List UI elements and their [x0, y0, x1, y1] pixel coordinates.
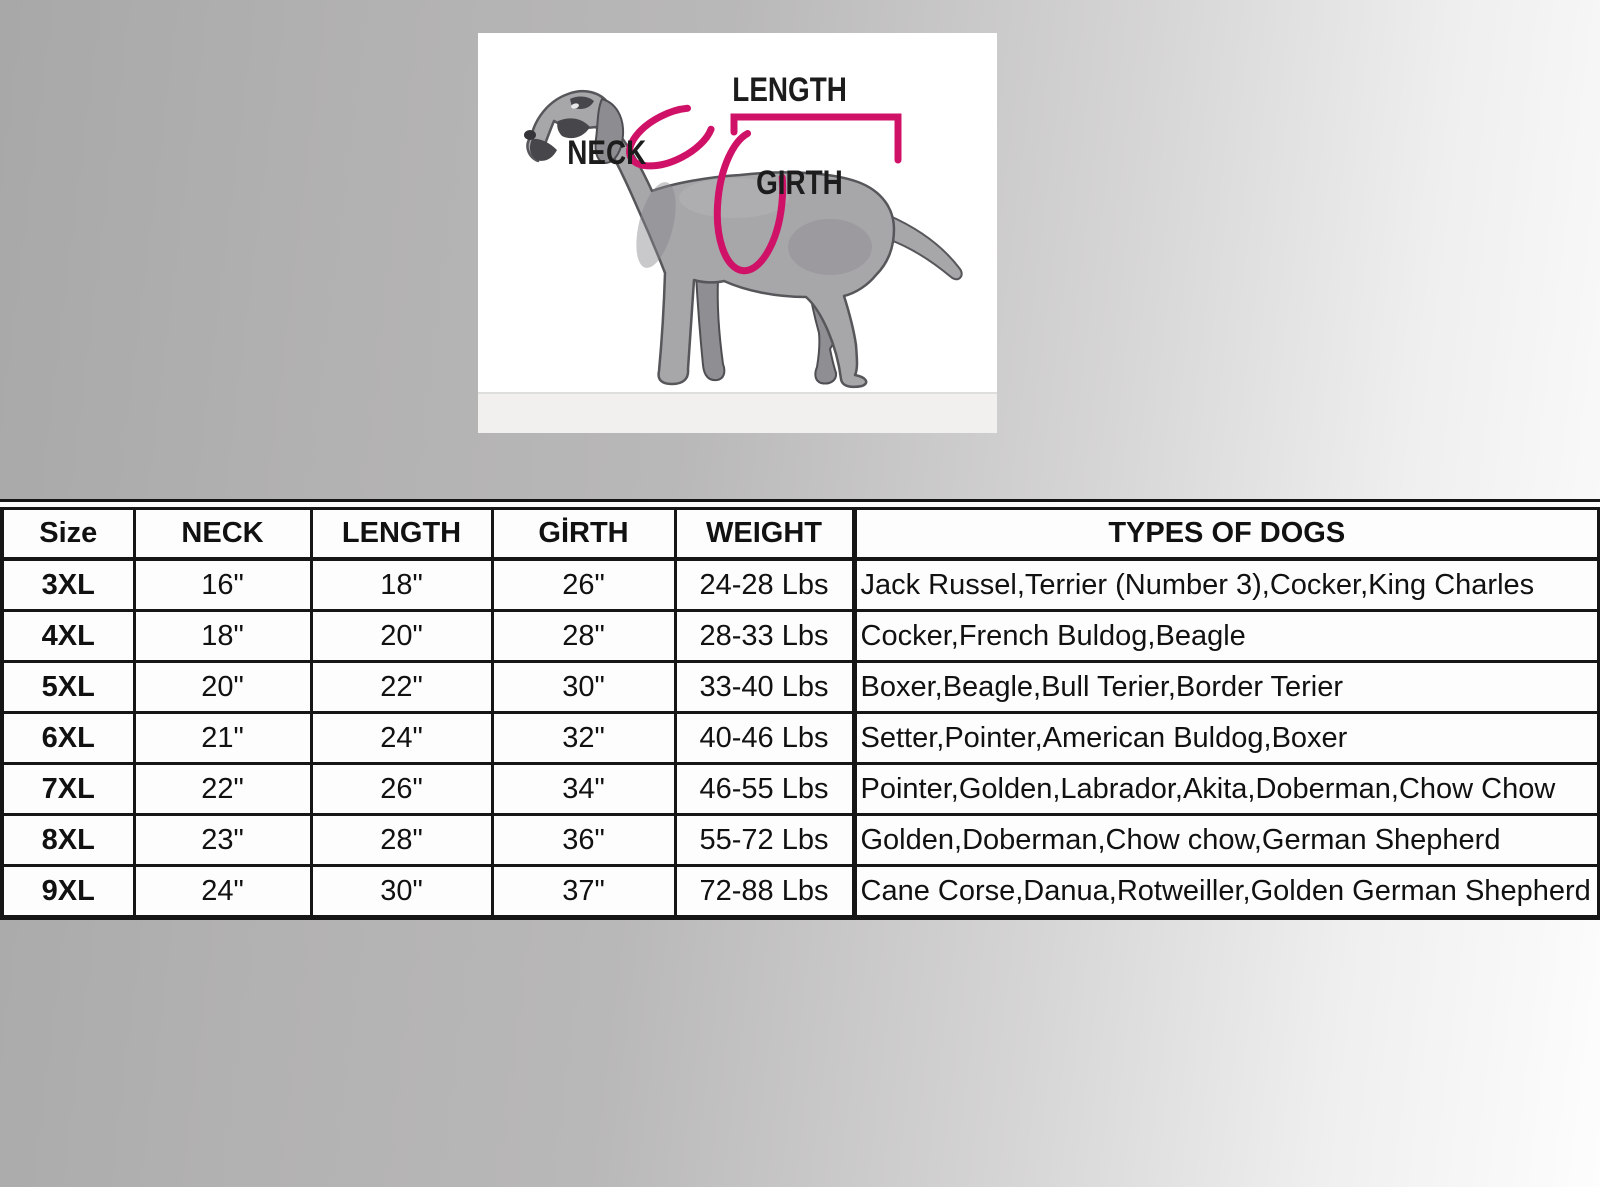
cell-neck: 18" — [134, 611, 311, 662]
cell-weight: 33-40 Lbs — [675, 662, 854, 713]
cell-weight: 28-33 Lbs — [675, 611, 854, 662]
cell-length: 30" — [311, 866, 492, 918]
floor-line — [478, 392, 997, 394]
dog-thigh-shading — [788, 219, 872, 275]
header-weight: WEIGHT — [675, 509, 854, 560]
neck-label: NECK — [567, 133, 647, 172]
cell-size: 4XL — [2, 611, 134, 662]
dog-chin-patch — [530, 139, 557, 161]
table-row — [2, 662, 1599, 713]
cell-weight: 55-72 Lbs — [675, 815, 854, 866]
cell-girth: 26" — [492, 559, 675, 611]
cell-size: 9XL — [2, 866, 134, 918]
cell-girth: 32" — [492, 713, 675, 764]
table-header-row — [2, 509, 1599, 560]
cell-types: Pointer,Golden,Labrador,Akita,Doberman,Chow Chow — [854, 764, 1599, 815]
cell-length: 20" — [311, 611, 492, 662]
cell-length: 24" — [311, 713, 492, 764]
header-neck: NECK — [134, 509, 311, 560]
size-table-section — [0, 499, 1600, 920]
dog-nose — [524, 130, 536, 140]
cell-neck: 23" — [134, 815, 311, 866]
cell-weight: 46-55 Lbs — [675, 764, 854, 815]
girth-label: GIRTH — [756, 163, 843, 202]
table-row — [2, 764, 1599, 815]
floor-area — [478, 394, 997, 433]
cell-weight: 24-28 Lbs — [675, 559, 854, 611]
cell-weight: 40-46 Lbs — [675, 713, 854, 764]
cell-types: Cane Corse,Danua,Rotweiller,Golden German Shepherd — [854, 866, 1599, 918]
cell-types: Setter,Pointer,American Buldog,Boxer — [854, 713, 1599, 764]
cell-size: 3XL — [2, 559, 134, 611]
cell-length: 28" — [311, 815, 492, 866]
cell-types: Cocker,French Buldog,Beagle — [854, 611, 1599, 662]
cell-length: 22" — [311, 662, 492, 713]
size-guide-image-panel — [478, 33, 997, 433]
table-row — [2, 611, 1599, 662]
header-girth: GİRTH — [492, 509, 675, 560]
table-row — [2, 815, 1599, 866]
cell-girth: 28" — [492, 611, 675, 662]
cell-neck: 16" — [134, 559, 311, 611]
header-length: LENGTH — [311, 509, 492, 560]
cell-length: 26" — [311, 764, 492, 815]
cell-length: 18" — [311, 559, 492, 611]
length-label: LENGTH — [732, 70, 847, 109]
size-chart-table — [0, 507, 1600, 920]
header-size: Size — [2, 509, 134, 560]
cell-girth: 37" — [492, 866, 675, 918]
cell-types: Golden,Doberman,Chow chow,German Shepherd — [854, 815, 1599, 866]
dog-measurement-diagram — [478, 33, 997, 433]
cell-size: 5XL — [2, 662, 134, 713]
length-measure-bracket — [734, 117, 898, 160]
cell-girth: 36" — [492, 815, 675, 866]
table-row — [2, 713, 1599, 764]
dog-far-front-leg — [696, 275, 724, 380]
cell-types: Jack Russel,Terrier (Number 3),Cocker,King Charles — [854, 559, 1599, 611]
cell-girth: 34" — [492, 764, 675, 815]
cell-neck: 21" — [134, 713, 311, 764]
cell-neck: 24" — [134, 866, 311, 918]
table-row — [2, 559, 1599, 611]
header-types-of-dogs: TYPES OF DOGS — [854, 509, 1599, 560]
cell-types: Boxer,Beagle,Bull Terier,Border Terier — [854, 662, 1599, 713]
cell-girth: 30" — [492, 662, 675, 713]
cell-size: 8XL — [2, 815, 134, 866]
cell-size: 7XL — [2, 764, 134, 815]
cell-neck: 20" — [134, 662, 311, 713]
cell-size: 6XL — [2, 713, 134, 764]
table-row — [2, 866, 1599, 918]
cell-neck: 22" — [134, 764, 311, 815]
cell-weight: 72-88 Lbs — [675, 866, 854, 918]
